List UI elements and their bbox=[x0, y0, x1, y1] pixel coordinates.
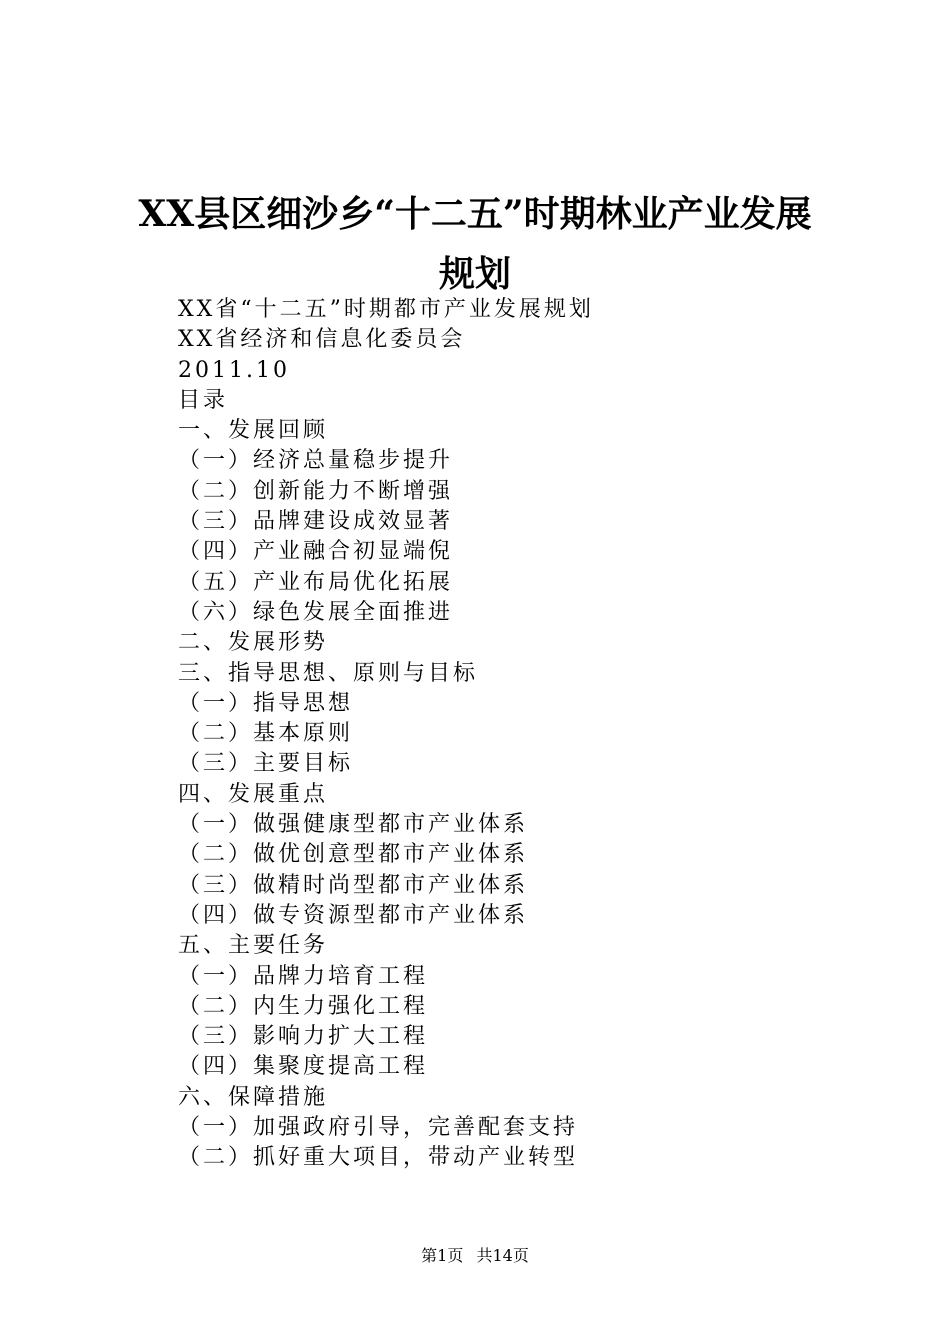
body-line: XX省经济和信息化委员会 bbox=[178, 327, 466, 353]
toc-item: （二）抓好重大项目，带动产业转型 bbox=[178, 1145, 579, 1171]
toc-item: （二）基本原则 bbox=[178, 721, 354, 747]
toc-item: （二）内生力强化工程 bbox=[178, 993, 429, 1019]
toc-item: 五、主要任务 bbox=[178, 933, 329, 959]
toc-item: （五）产业布局优化拓展 bbox=[178, 569, 454, 595]
toc-heading: 目录 bbox=[178, 387, 229, 413]
toc-item: （六）绿色发展全面推进 bbox=[178, 599, 454, 625]
toc-item: （一）经济总量稳步提升 bbox=[178, 448, 454, 474]
toc-item: （三）主要目标 bbox=[178, 751, 354, 777]
page-total: 共14页 bbox=[476, 1246, 529, 1265]
document-title-line-2: 规划 bbox=[438, 253, 511, 295]
toc-item: （一）做强健康型都市产业体系 bbox=[178, 812, 529, 838]
toc-item: 六、保障措施 bbox=[178, 1084, 329, 1110]
toc-item: （二）做优创意型都市产业体系 bbox=[178, 842, 529, 868]
toc-item: （四）集聚度提高工程 bbox=[178, 1054, 429, 1080]
toc-item: （三）做精时尚型都市产业体系 bbox=[178, 872, 529, 898]
toc-item: （三）影响力扩大工程 bbox=[178, 1024, 429, 1050]
toc-item: （一）指导思想 bbox=[178, 690, 354, 716]
document-body bbox=[178, 295, 594, 1174]
toc-item: （四）产业融合初显端倪 bbox=[178, 539, 454, 565]
document-title-line-1: XX县区细沙乡“十二五”时期林业产业发展 bbox=[138, 193, 812, 235]
page-number: 第1页 bbox=[421, 1246, 464, 1265]
toc-item: （四）做专资源型都市产业体系 bbox=[178, 902, 529, 928]
toc-item: （一）加强政府引导，完善配套支持 bbox=[178, 1115, 579, 1141]
toc-item: 二、发展形势 bbox=[178, 630, 329, 656]
toc-item: 四、发展重点 bbox=[178, 781, 329, 807]
toc-item: 三、指导思想、原则与目标 bbox=[178, 660, 479, 686]
toc-item: （一）品牌力培育工程 bbox=[178, 963, 429, 989]
toc-item: （二）创新能力不断增强 bbox=[178, 478, 454, 504]
body-line: 2011.10 bbox=[178, 357, 290, 383]
toc-item: （三）品牌建设成效显著 bbox=[178, 509, 454, 535]
body-line: XX省“十二五”时期都市产业发展规划 bbox=[178, 297, 594, 322]
toc-item: 一、发展回顾 bbox=[178, 418, 329, 444]
page-footer bbox=[0, 1243, 950, 1266]
